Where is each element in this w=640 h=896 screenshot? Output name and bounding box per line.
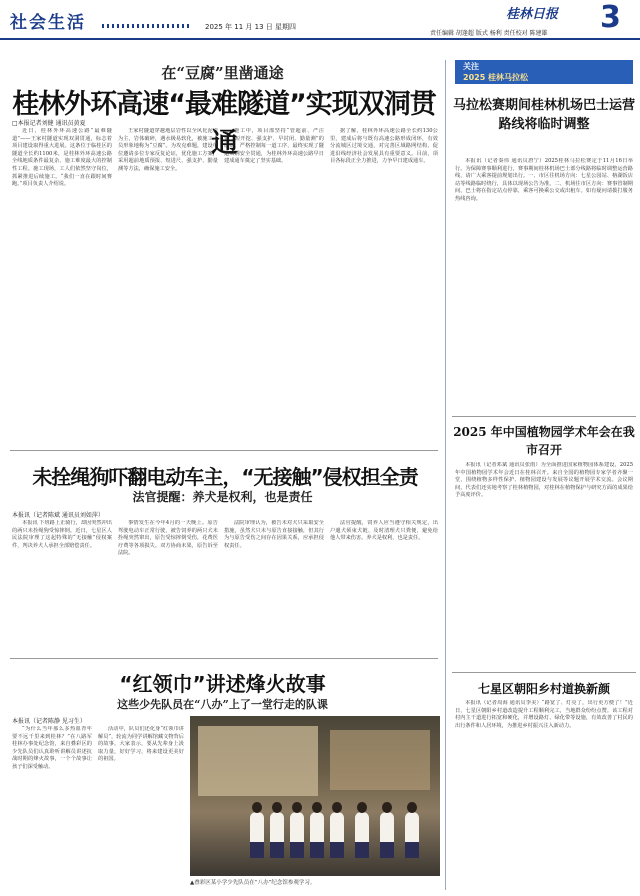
right-body1: 本报讯（记者秦伟 通讯员唐宁）2025桂林马拉松赛定于11月16日举行。为保障赛事顺利进行，赛事期间桂林机场巴士部分线路将临时调整运营路线，请广大乘客提前规划出行。一、市区往机场方向：七星公园站、榕湖饭店站等线路临时绕行，具体以现场公告为准。二、机场往市区方向：赛事管制期间，巴士将在指定站点停靠，乘客可换乘公交或出租车。如有疑问请拨打服务热线咨询。: [455, 158, 633, 202]
section-title: 社会生活: [10, 13, 86, 33]
article2-headline: 未拴绳狗吓翻电动车主，“无接触”侵权担全责: [32, 465, 418, 489]
article1-col1: 近日，桂林外环高速公路“最难隧道”——王家村隧道实现双洞贯通，标志着项目建设取得重大进展。这条位于临桂区的隧道全长约1100米，是桂林外环高速公路全线地质条件最复杂、施工难度最大的控制性工程。施工现场，工人们依然坚守岗位，抓紧推进后续施工。“我们一直在跟时间赛跑。”项目负责人介绍说。: [12, 128, 112, 188]
student-figure: [355, 812, 369, 858]
right-headline1: 马拉松赛期间桂林机场巴士运营路线将临时调整: [452, 98, 635, 132]
editor-credits: 责任编辑 胡逢超 版式 杨利 责任校对 陈建雄: [430, 30, 548, 37]
separator: [452, 672, 636, 673]
student-figure: [270, 812, 284, 858]
newspaper-logo: 桂林日报: [506, 7, 559, 22]
article1-byline: □本报记者刘健 通讯员黄夏: [12, 120, 86, 127]
article2-subheadline: 法官提醒：养犬是权利，也是责任: [132, 490, 313, 504]
exhibit-wall: [198, 726, 318, 796]
article3-byline: 本报讯（记者陈静 见习生）: [12, 718, 86, 725]
student-figure: [310, 812, 324, 858]
separator: [10, 450, 438, 451]
column-divider: [445, 60, 446, 890]
article3-subheadline: 这些少先队员在“八办”上了一堂行走的队课: [117, 698, 328, 711]
article1-col2: 王家村隧道穿越地层岩性以全风化泥岩为主，岩体破碎，遇水极易软化，被施工人员形象地称为“豆腐”。为攻克难题，建设单位邀请多位专家反复论证，优化施工方案，采用超前地质预报、短进尺、强支护、勤量测等方法，确保施工安全。: [118, 128, 218, 172]
article2-col2: 事情发生在今年4月的一天晚上。原告驾驶电动车正常行驶，被告饲养的两只犬未拴绳突然窜出，原告受惊摔倒受伤，花费医疗费等各项损失。双方协商未果，原告诉至法院。: [118, 520, 218, 557]
exhibit-wall: [330, 730, 430, 790]
article3-photo: [190, 716, 440, 876]
right-body2: 本报讯（记者邓斌 通讯员张雨）为全面推进国家植物园体系建设，2025年中国植物园学术年会近日在桂林召开。来自全国的植物园专家学者齐聚一堂，围绕植物多样性保护、植物园建设与发展等议题开展学术交流。会议期间，代表们还实地考察了桂林植物园，对桂林在植物保护与研究方面的成果给予高度评价。: [455, 462, 633, 499]
student-figure: [290, 812, 304, 858]
right-body3: 本报讯（记者周海 通讯员李美）“路宽了、灯亮了，出行更方便了！”近日，七星区朝阳乡村道改造提升工程顺利完工，当地群众纷纷点赞。该工程对村内主干道进行拓宽和硬化，并增设路灯、绿化带等设施，有效改善了村民的出行条件和人居环境，为推进乡村振兴注入新动力。: [455, 700, 633, 729]
banner-tag: 关注: [463, 62, 479, 71]
article1-kicker: 在“豆腐”里凿通途: [161, 64, 284, 82]
separator: [10, 658, 438, 659]
article3-headline: “红领巾”讲述烽火故事: [119, 672, 326, 696]
right-headline3: 七星区朝阳乡村道换新颜: [477, 682, 610, 696]
article2-col3: 法院审理认为，被告未对犬只采取安全措施，虽然犬只未与原告直接接触，但其行为与原告受伤之间存在因果关系，应承担侵权责任。: [224, 520, 324, 549]
article2-byline: 本报讯（记者陈斌 通讯员刘如萍）: [12, 512, 104, 519]
article3-col1: “为什么当年那么多热血青年要不远千里来到桂林？”在八路军桂林办事处纪念馆，来自叠彩区的少先队员们认真聆听讲解员讲述抗战时期的烽火故事，一个个故事让孩子们深受触动。: [12, 726, 92, 770]
article1-headline: 桂林外环高速“最难隧道”实现双洞贯通: [12, 89, 436, 159]
issue-date: 2025 年 11 月 13 日 星期四: [205, 23, 296, 31]
page-header: [0, 0, 640, 40]
banner-title: 2025 桂林马拉松: [463, 73, 529, 82]
article3-col2: 活动中，队员们还化身“红领巾讲解员”，轮流为同学讲解馆藏文物背后的故事。大家表示，要从先辈身上汲取力量，好好学习，将来建设更美好的祖国。: [98, 726, 184, 763]
student-figure: [330, 812, 344, 858]
student-figure: [250, 812, 264, 858]
article2-col4: 法官提醒，饲养人应当遵守相关规定，出户遛犬须束犬链、及时清理犬只粪便，避免给他人带来伤害。养犬是权利，也是责任。: [330, 520, 438, 542]
header-decoration: [102, 24, 192, 28]
separator: [452, 416, 636, 417]
right-headline2: 2025 年中国植物园学术年会在我市召开: [453, 425, 635, 457]
marathon-banner: [455, 60, 633, 84]
student-figure: [380, 812, 394, 858]
article1-col4: 据了解，桂林外环高速公路全长约130公里，建成后将与既有高速公路形成闭环，有效分流城区过境交通，对完善区域路网结构、促进沿线经济社会发展具有重要意义。目前，项目各标段正全力推进，力争早日建成通车。: [330, 128, 438, 165]
article2-col1: 本报讯 下班路上正骑行，却因突然冲出的两只未拴绳狗受惊摔倒。近日，七星区人民法院审理了这起特殊的“无接触”侵权案件，判决养犬人承担全部赔偿责任。: [12, 520, 112, 549]
photo-caption: ▲叠彩区某小学少先队员在“八办”纪念馆参观学习。: [190, 880, 316, 886]
page-number: 3: [600, 0, 621, 35]
student-figure: [405, 812, 419, 858]
article1-col3: 施工中，项目部坚持“管超前、严注浆、短开挖、强支护、早封闭、勤量测”的原则，严格控制每一道工序，最终实现了隧道双洞安全贯通，为桂林外环高速公路早日建成通车奠定了坚实基础。: [224, 128, 324, 165]
